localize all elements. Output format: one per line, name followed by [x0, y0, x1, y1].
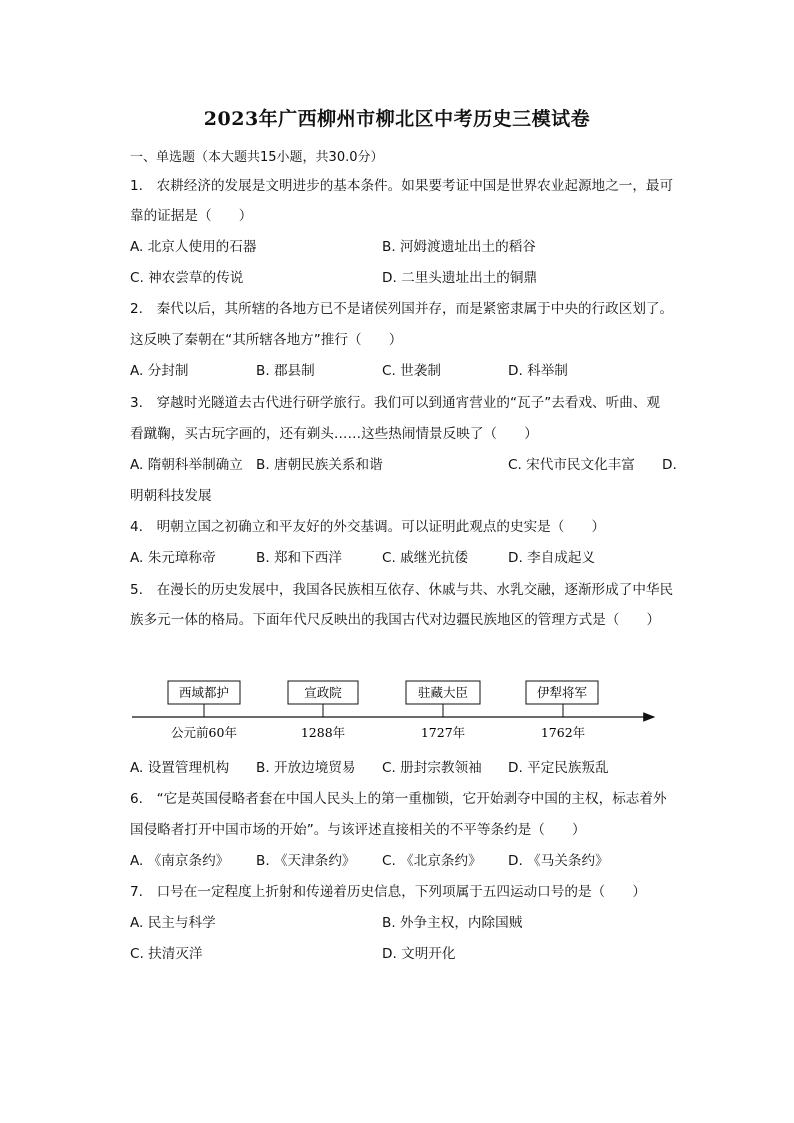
question-2-option-b[interactable]: B. 郡县制 [256, 363, 315, 379]
timeline-event-3-year: 1727年 [420, 725, 466, 740]
question-6-option-d[interactable]: D. 《马关条约》 [508, 853, 609, 869]
question-5-stem-line-2: 族多元一体的格局。下面年代尺反映出的我国古代对边疆民族地区的管理方式是（ ） [130, 612, 661, 628]
timeline-event-2-year: 1288年 [300, 725, 346, 740]
question-1-stem-line-2: 靠的证据是（ ） [130, 208, 253, 224]
question-7-option-b[interactable]: B. 外争主权，内除国贼 [382, 915, 523, 931]
timeline-event-4-year: 1762年 [540, 725, 586, 740]
question-3-option-a[interactable]: A. 隋朝科举制确立 [130, 457, 243, 473]
question-4-option-d[interactable]: D. 李自成起义 [508, 550, 596, 566]
question-5-option-a[interactable]: A. 设置管理机构 [130, 760, 230, 776]
question-1-stem-line-1: 1. 农耕经济的发展是文明进步的基本条件。如果要考证中国是世界农业起源地之一，最可 [130, 178, 674, 194]
question-5-stem-line-1: 5. 在漫长的历史发展中，我国各民族相互依存、休戚与共、水乳交融，逐渐形成了中华民 [130, 582, 674, 598]
timeline-event-2-label: 宣政院 [304, 685, 342, 700]
question-4-option-c[interactable]: C. 戚继光抗倭 [382, 550, 469, 566]
question-6-stem-line-1: 6. “它是英国侵略者套在中国人民头上的第一重枷锁，它开始剥夺中国的主权，标志着外 [130, 791, 667, 807]
question-1-option-a[interactable]: A. 北京人使用的石器 [130, 239, 257, 255]
question-2-stem-line-2: 这反映了秦朝在“其所辖各地方”推行（ ） [130, 332, 403, 348]
question-1-option-d[interactable]: D. 二里头遗址出土的铜鼎 [382, 270, 538, 286]
question-3-option-d[interactable]: D. [662, 457, 677, 473]
timeline-event-4-label: 伊犁将军 [536, 685, 588, 700]
timeline-event-4 [526, 681, 598, 740]
question-5-option-b[interactable]: B. 开放边境贸易 [256, 760, 356, 776]
timeline-event-2 [288, 681, 358, 740]
question-2-option-a[interactable]: A. 分封制 [130, 363, 189, 379]
question-3-option-c[interactable]: C. 宋代市民文化丰富 [508, 457, 635, 473]
question-5-option-d[interactable]: D. 平定民族叛乱 [508, 760, 609, 776]
question-1-option-b[interactable]: B. 河姆渡遗址出土的稻谷 [382, 239, 536, 255]
question-6-option-c[interactable]: C. 《北京条约》 [382, 853, 482, 869]
question-2-stem-line-1: 2. 秦代以后，其所辖的各地方已不是诸侯列国并存，而是紧密隶属于中央的行政区划了。 [130, 301, 674, 317]
question-4-option-b[interactable]: B. 郑和下西洋 [256, 550, 342, 566]
question-7-option-c[interactable]: C. 扶清灭洋 [130, 946, 203, 962]
timeline-event-1 [168, 681, 240, 740]
question-5-option-c[interactable]: C. 册封宗教领袖 [382, 760, 482, 776]
question-7-option-a[interactable]: A. 民主与科学 [130, 915, 216, 931]
timeline-event-3 [406, 681, 480, 740]
question-7-option-d[interactable]: D. 文明开化 [382, 946, 456, 962]
timeline-event-1-label: 西域都护 [178, 685, 230, 700]
section-heading: 一、单选题（本大题共15小题，共30.0分） [130, 150, 384, 165]
question-1-option-c[interactable]: C. 神农尝草的传说 [130, 270, 244, 286]
question-4-stem-line-1: 4. 明朝立国之初确立和平友好的外交基调。可以证明此观点的史实是（ ） [130, 519, 606, 535]
question-2-option-c[interactable]: C. 世袭制 [382, 363, 441, 379]
question-6-option-a[interactable]: A. 《南京条约》 [130, 853, 230, 869]
question-4-option-a[interactable]: A. 朱元璋称帝 [130, 550, 216, 566]
timeline-event-3-label: 驻藏大臣 [417, 685, 469, 700]
timeline-diagram [0, 670, 794, 750]
question-7-stem-line-1: 7. 口号在一定程度上折射和传递着历史信息，下列项属于五四运动口号的是（ ） [130, 884, 646, 900]
question-6-option-b[interactable]: B. 《天津条约》 [256, 853, 356, 869]
question-2-option-d[interactable]: D. 科举制 [508, 363, 568, 379]
question-3-option-d-text[interactable]: 明朝科技发展 [130, 488, 212, 504]
timeline-event-1-year: 公元前60年 [171, 725, 237, 740]
question-3-option-b[interactable]: B. 唐朝民族关系和谐 [256, 457, 383, 473]
question-3-stem-line-2: 看蹴鞠，买古玩字画的，还有剃头……这些热闹情景反映了（ ） [130, 426, 538, 442]
question-3-stem-line-1: 3. 穿越时光隧道去古代进行研学旅行。我们可以到通宵营业的“瓦子”去看戏、听曲、观 [130, 395, 661, 411]
question-6-stem-line-2: 国侵略者打开中国市场的开始”。与该评述直接相关的不平等条约是（ ） [130, 822, 586, 838]
page-title: 2023年广西柳州市柳北区中考历史三模试卷 [203, 108, 591, 130]
